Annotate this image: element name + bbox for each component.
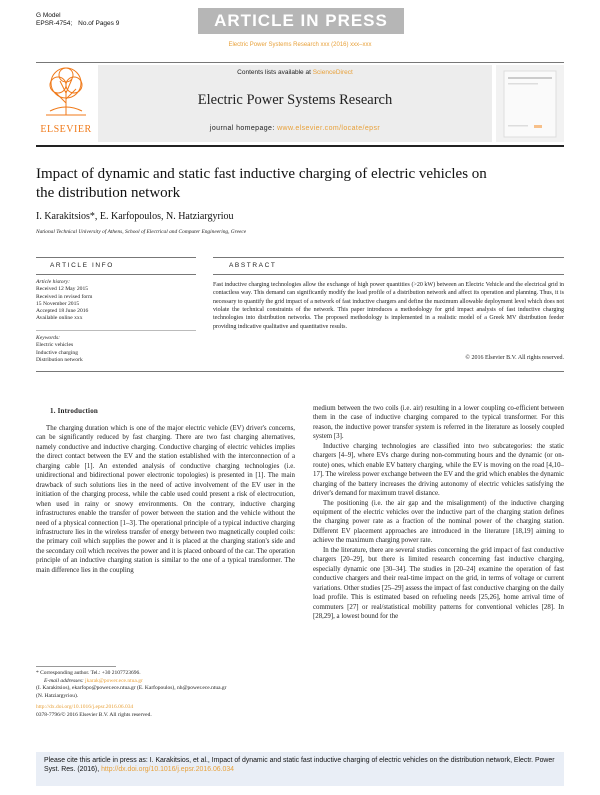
page-count: No.of Pages 9 bbox=[78, 20, 120, 27]
article-in-press-banner: ARTICLE IN PRESS bbox=[198, 8, 404, 34]
intro-right-column bbox=[313, 404, 564, 621]
masthead-top-rule bbox=[36, 62, 564, 63]
cover-icon bbox=[496, 65, 564, 142]
email-line: (I. Karakitsios), ekarfopo@power.ece.ntua.gr (E. Karfopoulos), nh@power.ece.ntua.gr bbox=[36, 685, 227, 691]
intro-paragraph: The positioning (i.e. the air gap and the misalignment) of the inductive charging equipment of the electric vehicles over the inductive part of the charging station defines the charging power rate as a fraction of the nominal power of the charging station. Different EV placement approaches are introduced in the literature [18,19] aiming to achieve the maximum charging power rate. bbox=[313, 499, 564, 545]
homepage-prefix: journal homepage: bbox=[209, 125, 275, 132]
issn-line: 0378-7796/© 2016 Elsevier B.V. All rights reserved. bbox=[36, 711, 152, 718]
keyword-item: Inductive charging bbox=[36, 349, 78, 356]
contents-prefix: Contents lists available at bbox=[237, 69, 311, 76]
history-label: Article history: bbox=[36, 279, 71, 285]
footnotes bbox=[36, 670, 295, 719]
article-code: EPSR-4754; bbox=[36, 20, 73, 27]
journal-reference[interactable]: Electric Power Systems Research xxx (2016) xxx–xxx bbox=[228, 42, 372, 48]
author-list: I. Karakitsios*, E. Karfopoulos, N. Hatziargyriou bbox=[36, 211, 234, 222]
elsevier-tree-icon bbox=[36, 63, 96, 121]
email-line: (N. Hatziargyriou). bbox=[36, 692, 79, 699]
keyword-item: Distribution network bbox=[36, 356, 83, 363]
info-top-rule bbox=[36, 257, 196, 258]
cite-doi-link[interactable]: http://dx.doi.org/10.1016/j.epsr.2016.06.034 bbox=[101, 766, 235, 773]
intro-left-column bbox=[36, 424, 295, 575]
history-item: Received in revised form bbox=[36, 293, 93, 300]
affiliation: National Technical University of Athens, School of Electrical and Computer Engineering, Greece bbox=[36, 229, 247, 235]
abstract-heading-rule bbox=[213, 274, 564, 275]
keyword-item: Electric vehicles bbox=[36, 342, 74, 349]
abstract-top-rule bbox=[213, 257, 564, 258]
homepage-link[interactable]: www.elsevier.com/locate/epsr bbox=[277, 125, 381, 132]
history-item: Received 12 May 2015 bbox=[36, 286, 89, 293]
email-link[interactable]: jkarak@power.ece.ntua.gr bbox=[85, 677, 143, 684]
journal-title[interactable]: Electric Power Systems Research bbox=[197, 92, 393, 108]
abstract-text: Fast inductive charging technologies allow the exchange of high power quantities (>20 kW) between an Electric Vehicle and the electrical grid in contactless way. This demand can significantly modify the load profile of a distribution network and affect its operation and planning. Thus, it is necessary to quantify the grid impact of a network of fast inductive chargers and define the maximum allowable deployment level which does not violate the technical constraints of the network. This paper introduces a methodology for grid impact analysis of fast inductive charging technologies into distribution networks. The proposed methodology is implemented in a realistic model of a Greek MV distribution feeder providing indicative qualitative and quantitative results. bbox=[213, 282, 564, 330]
history-item: 15 November 2015 bbox=[36, 300, 80, 307]
email-label: E-mail addresses: bbox=[44, 677, 84, 684]
keywords-divider bbox=[36, 330, 196, 331]
model-label: G Model bbox=[36, 12, 61, 19]
corresponding-author: * Corresponding author. Tel.: +30 2107723696. bbox=[36, 670, 141, 676]
history-item: Available online xxx bbox=[36, 315, 83, 322]
journal-cover-thumbnail bbox=[496, 65, 564, 142]
cite-prefix: Please cite this article in press as: I. Karakitsios, et al., Impact of dynamic and static fast inductive charging of electric vehicles on the distribution network, Electr. Power Syst. Res. (2016), bbox=[44, 757, 555, 773]
masthead-bottom-rule bbox=[36, 145, 564, 147]
article-title: Impact of dynamic and static fast inductive charging of electric vehicles on the distribution network bbox=[36, 166, 487, 201]
journal-homepage bbox=[98, 125, 492, 132]
article-meta bbox=[36, 12, 125, 28]
abstract-heading: ABSTRACT bbox=[229, 262, 277, 269]
elsevier-wordmark: ELSEVIER bbox=[40, 124, 92, 135]
intro-heading: 1. Introduction bbox=[50, 407, 98, 415]
elsevier-tree-logo bbox=[36, 63, 96, 133]
intro-paragraph: The charging duration which is one of the major electric vehicle (EV) driver's concerns, can be significantly reduced by fast charging. There are two fast charging alternatives, namely conductive and inductive charging. Conductive charging of electric vehicles implies the direct contact between the EV and the station established with the interconnection of a charging cable [1]. An extended analysis of conductive charging technologies (i.e. unidirectional and bidirectional power electronic topologies) is presented in [1]. The main drawback of such solutions lies in the need of active involvement of the EV user in the initiation of the charging process, while the cable used could present a risk of electrocution, when used in rainy or snowy environments. On the contrary, inductive charging infrastructures enable the transfer of power between the station and the vehicle without the need of a physical connection [1–3]. The operational principle of a typical inductive charging infrastructure lies in the wireless transfer of energy between two magnetically coupled coils: the primary coil which supplies the power and it is placed at the charging station's side and the secondary coil which receives the power and it is placed onboard of the car. The operation principle of an inductive charging station is similar to the one of a typical transformer. The main difference lies in the coupling bbox=[36, 425, 295, 574]
abstract-bottom-rule bbox=[36, 371, 564, 372]
footnote-rule bbox=[36, 666, 116, 667]
intro-paragraph: In the literature, there are several studies concerning the grid impact of fast conductive chargers [20–29], but there is limited research concerning fast inductive charging, especially dynamic one [30–34]. The studies in [20–24] examine the operation of fast conductive chargers and their real-time impact on the grid, in terms of voltage or current variations. Other studies [25–29] assess the impact of fast conductive charging on the daily load profile. This is estimated based on refueling needs [25,26], home arrival time of commuters [27] or real/statistical mobility patterns for conventional vehicles [28]. In [28,29], a lowest bound for the bbox=[313, 546, 564, 620]
article-history bbox=[36, 279, 196, 323]
sciencedirect-link[interactable]: ScienceDirect bbox=[312, 69, 353, 76]
cite-text bbox=[44, 756, 556, 774]
keywords bbox=[36, 335, 196, 364]
article-info-heading: ARTICLE INFO bbox=[50, 262, 114, 269]
abstract-copyright: © 2016 Elsevier B.V. All rights reserved. bbox=[465, 355, 564, 361]
contents-line bbox=[98, 69, 492, 76]
doi-link[interactable]: http://dx.doi.org/10.1016/j.epsr.2016.06.034 bbox=[36, 704, 134, 710]
intro-paragraph: Inductive charging technologies are classified into two subcategories: the static chargers [4–9], where EVs charge during non-commuting hours and the dynamic (or on-route) ones, which enable EV battery charging, while the EV is moving on the road [4,10–17]. The wireless power exchange between the EV and the grid which enables the dynamic charging of the battery increases the driving autonomy of electric vehicles satisfying the driver's demand for maximum travel distance. bbox=[313, 442, 564, 498]
intro-paragraph: medium between the two coils (i.e. air) resulting in a lower coupling co-efficient between them in the case of inductive charging compared to the typical transformer. For this reason, the inductive power transfer system is referred in the literature as loosely coupled system [3]. bbox=[313, 405, 564, 441]
history-item: Accepted 18 June 2016 bbox=[36, 308, 89, 315]
info-heading-rule bbox=[36, 274, 196, 275]
keywords-label: Keywords: bbox=[36, 335, 61, 341]
